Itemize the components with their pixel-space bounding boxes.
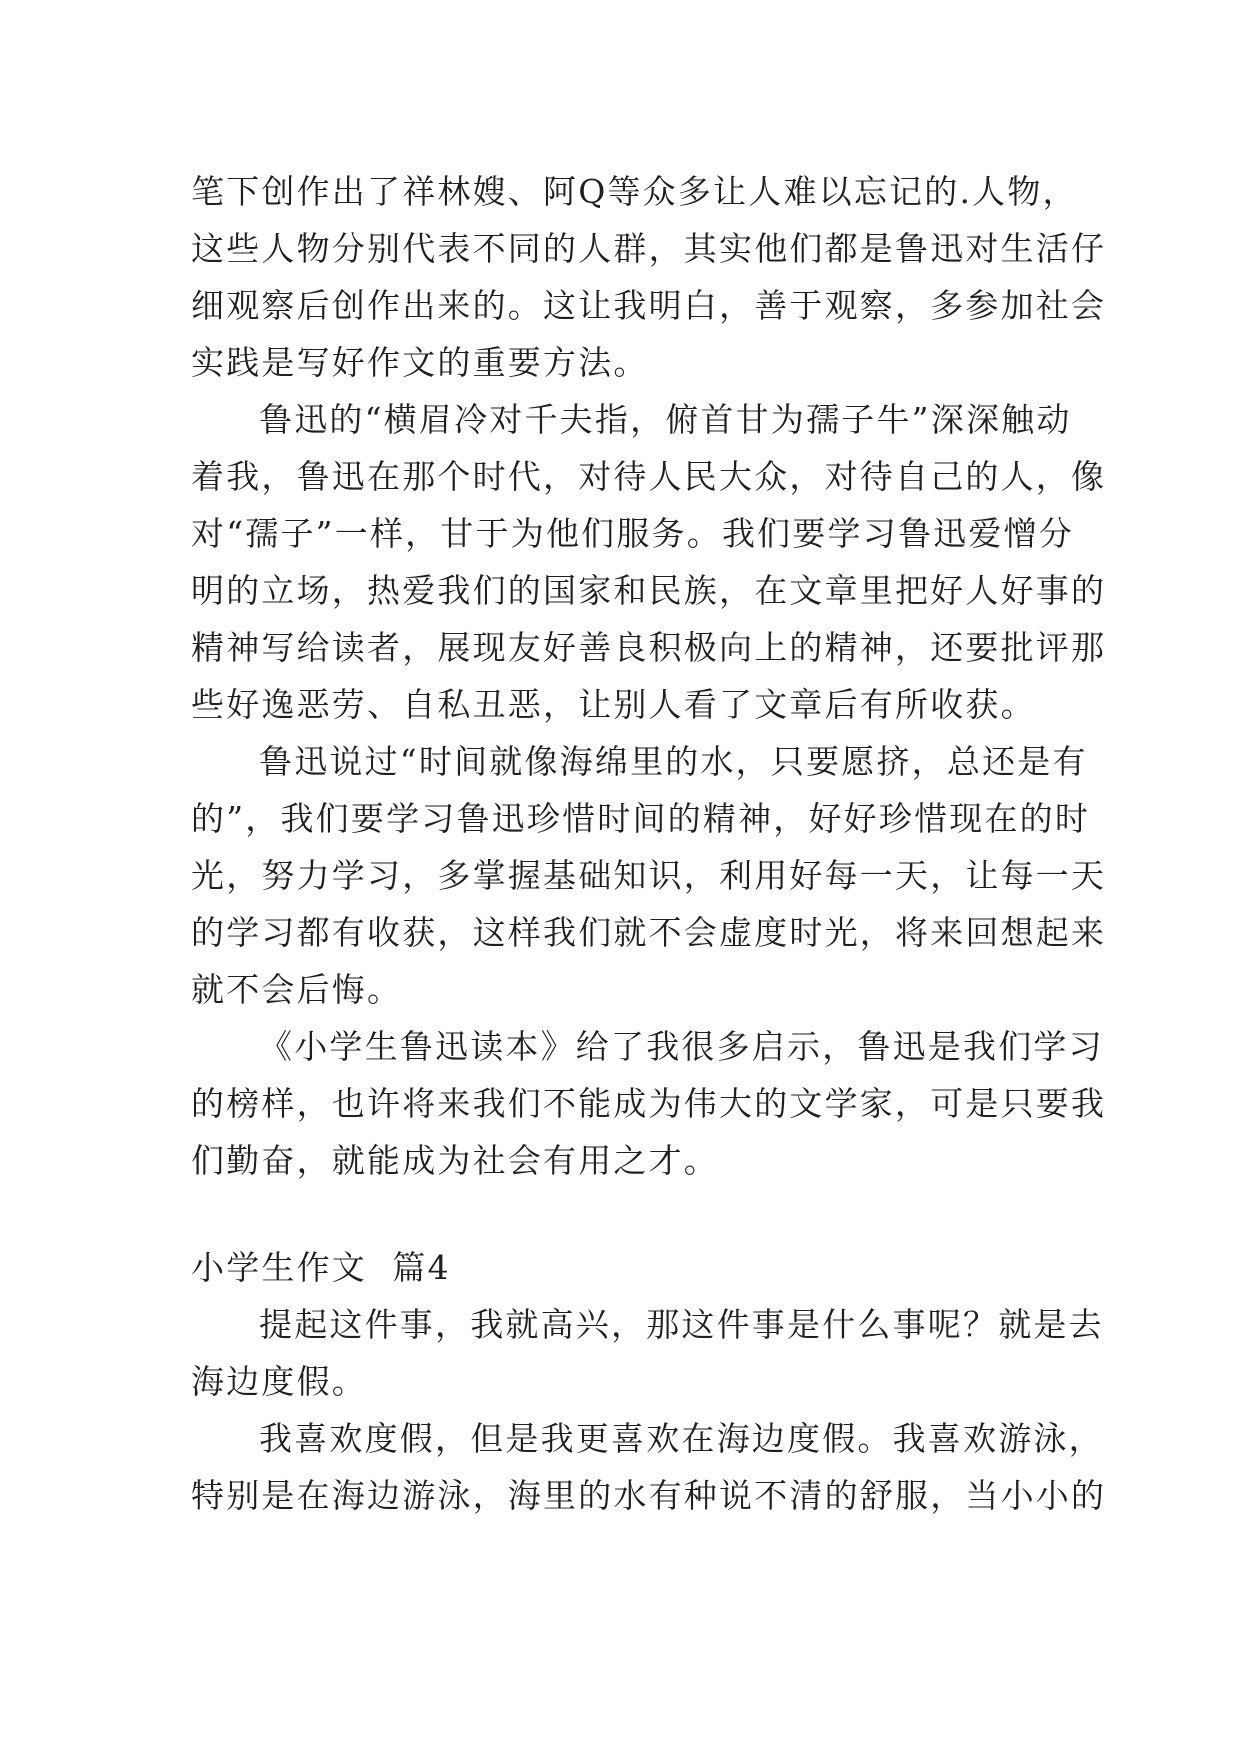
text-line: 对“孺子”一样，甘于为他们服务。我们要学习鲁迅爱憎分 <box>191 514 1074 553</box>
paragraph <box>191 163 1107 391</box>
paragraph <box>191 733 1107 1018</box>
text-line: 精神写给读者，展现友好善良积极向上的精神，还要批评那 <box>191 628 1107 667</box>
paragraph <box>191 1018 1107 1189</box>
paragraph <box>191 391 1107 733</box>
text-line: 提起这件事，我就高兴，那这件事是什么事呢？就是去 <box>259 1305 1104 1344</box>
text-line: 明的立场，热爱我们的国家和民族，在文章里把好人好事的 <box>191 571 1107 610</box>
text-line: 这些人物分别代表不同的人群，其实他们都是鲁迅对生活仔 <box>191 229 1107 268</box>
text-line: 的”，我们要学习鲁迅珍惜时间的精神，好好珍惜现在的时 <box>191 799 1091 838</box>
text-line: 鲁迅的“横眉冷对千夫指，俯首甘为孺子牛”深深触动 <box>259 400 1072 439</box>
text-line: 的榜样，也许将来我们不能成为伟大的文学家，可是只要我 <box>191 1084 1107 1123</box>
text-line: 的学习都有收获，这样我们就不会虚度时光，将来回想起来 <box>191 913 1107 952</box>
text-line: 实践是写好作文的重要方法。 <box>191 343 649 382</box>
text-line: 们勤奋，就能成为社会有用之才。 <box>191 1141 719 1180</box>
text-line: 特别是在海边游泳，海里的水有种说不清的舒服，当小小的 <box>191 1476 1107 1515</box>
text-line: 《小学生鲁迅读本》给了我很多启示，鲁迅是我们学习 <box>259 1027 1104 1066</box>
text-line: 笔下创作出了祥林嫂、阿Q等众多让人难以忘记的.人物， <box>191 172 1078 211</box>
heading-text: 小学生作文 篇4 <box>191 1248 451 1287</box>
paragraph <box>191 1296 1104 1410</box>
text-line: 光，努力学习，多掌握基础知识，利用好每一天，让每一天 <box>191 856 1107 895</box>
text-line: 着我，鲁迅在那个时代，对待人民大众，对待自己的人，像 <box>191 457 1107 496</box>
text-line: 就不会后悔。 <box>191 970 403 1009</box>
document-body <box>191 163 1107 1524</box>
text-line: 我喜欢度假，但是我更喜欢在海边度假。我喜欢游泳， <box>259 1419 1104 1458</box>
section-heading <box>191 1239 1061 1296</box>
text-line: 些好逸恶劳、自私丑恶，让别人看了文章后有所收获。 <box>191 685 1036 724</box>
text-line: 海边度假。 <box>191 1362 367 1401</box>
paragraph <box>191 1410 1107 1524</box>
text-line: 细观察后创作出来的。这让我明白，善于观察，多参加社会 <box>191 286 1107 325</box>
text-line: 鲁迅说过“时间就像海绵里的水，只要愿挤，总还是有 <box>259 742 1088 781</box>
